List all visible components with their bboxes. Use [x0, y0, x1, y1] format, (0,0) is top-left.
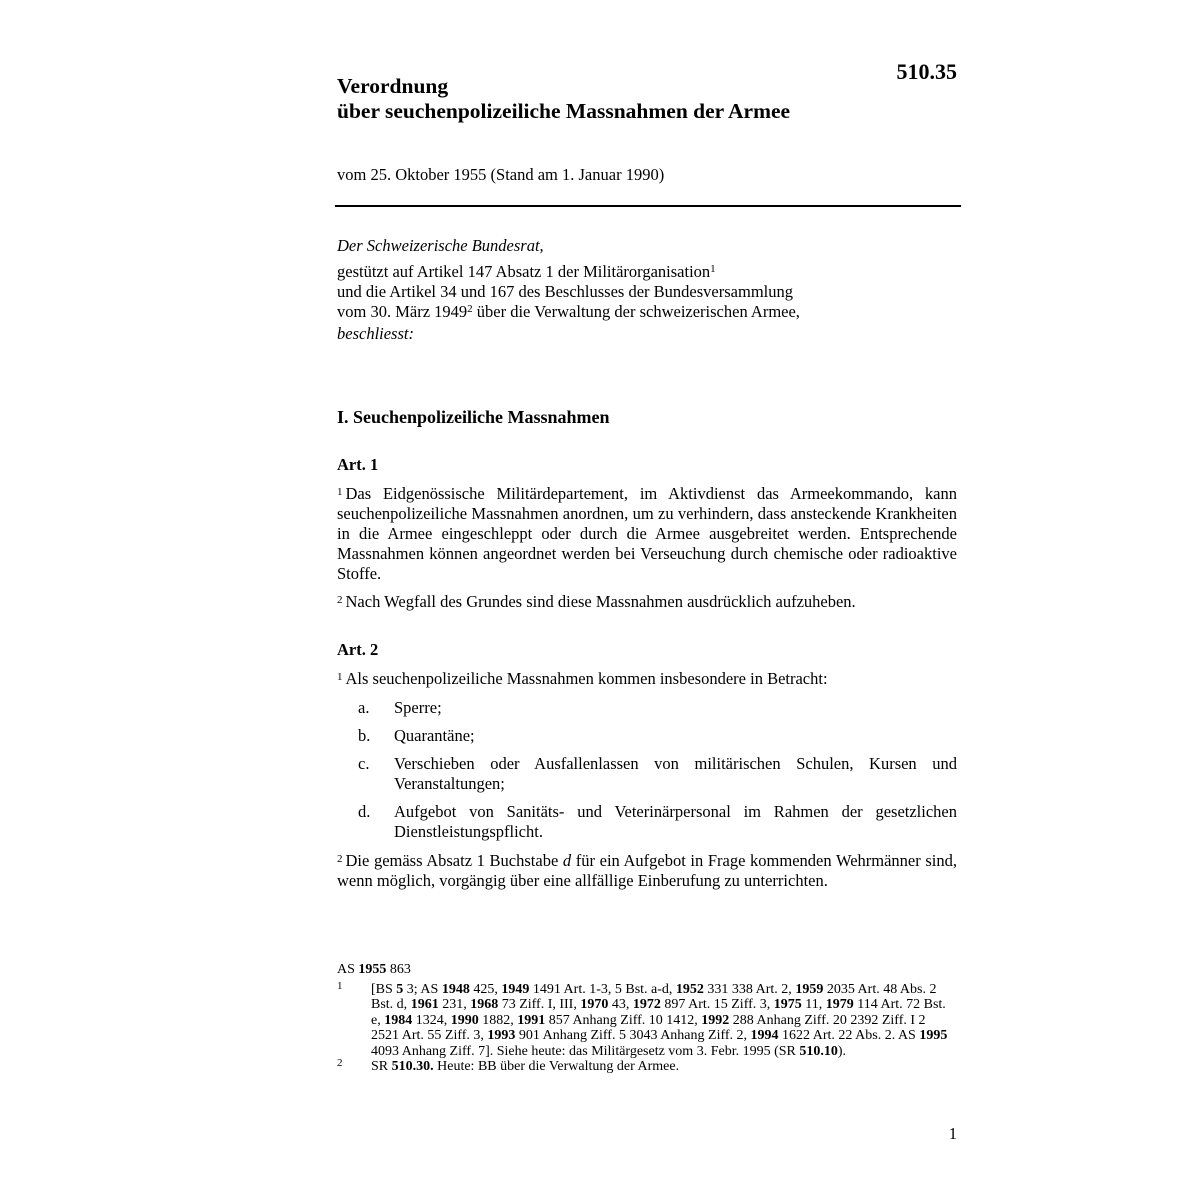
citation-text: [BS: [371, 981, 397, 997]
citation-text: 231,: [438, 997, 471, 1012]
art-1-paragraph-1: [337, 484, 957, 584]
list-item-letter: d.: [358, 802, 371, 821]
art-2-heading: Art. 2: [337, 640, 379, 659]
citation-year: 1992: [701, 1012, 730, 1028]
paragraph-text-a: Die gemäss Absatz 1 Buchstabe: [345, 851, 563, 870]
date-line: vom 25. Oktober 1955 (Stand am 1. Januar 1990): [337, 165, 665, 184]
list-item-text: Aufgebot von Sanitäts- und Veterinärpersonal im Rahmen der gesetzlichen Dienstleistungspflicht.: [394, 802, 957, 841]
list-item-text: Sperre;: [394, 698, 442, 717]
fn2-sr: 510.30.: [391, 1059, 434, 1074]
footnote-ref-1: 1: [710, 263, 716, 275]
paragraph-number: 1: [337, 486, 343, 498]
citation-text: 1491 Art. 1-3, 5 Bst. a-d,: [529, 981, 676, 997]
paragraph-text-b: für ein Aufgebot in Frage kommenden Wehrmänner sind, wenn möglich, vorgängig über eine allfällige Einberufung zu unterrichten.: [337, 851, 957, 890]
citation-year: 1972: [632, 997, 661, 1012]
citation-text: ).: [837, 1043, 847, 1059]
citation-text: 897 Art. 15 Ziff. 3,: [660, 997, 774, 1012]
list-item-letter: a.: [358, 698, 370, 717]
art-2-measures-list: [337, 698, 957, 850]
list-item-letter: b.: [358, 726, 371, 745]
section-heading: I. Seuchenpolizeiliche Massnahmen: [337, 407, 610, 427]
citation-year: 1995: [919, 1028, 948, 1043]
citation-year: 1993: [487, 1028, 516, 1043]
citation-year: 1991: [517, 1012, 546, 1028]
list-item-text: Verschieben oder Ausfallenlassen von militärischen Schulen, Kursen und Veranstaltungen;: [394, 754, 957, 793]
preamble-line-3: [337, 302, 957, 322]
list-item: [337, 726, 957, 746]
citation-text: 1622 Art. 22 Abs. 2. AS: [778, 1028, 920, 1043]
citation-year: 1994: [750, 1028, 779, 1043]
preamble-decides: beschliesst:: [337, 324, 414, 343]
list-item: [337, 802, 957, 842]
list-item-letter: c.: [358, 754, 370, 773]
citation-year: 1961: [410, 997, 439, 1012]
citation-text: 901 Anhang Ziff. 5 3043 Anhang Ziff. 2,: [515, 1028, 751, 1043]
footnote-number: 1: [337, 979, 343, 992]
citation-text: 2035 Art. 48 Abs. 2 Bst. d,: [371, 981, 937, 1012]
as-prefix: AS: [337, 962, 359, 977]
citation-text: 1882,: [478, 1012, 518, 1028]
preamble-line-3-text-b: über die Verwaltung der schweizerischen Armee,: [472, 302, 800, 321]
list-item: [337, 698, 957, 718]
title-line-2: über seuchenpolizeiliche Massnahmen der Armee: [337, 99, 791, 123]
as-year: 1955: [358, 962, 387, 977]
footnotes: [337, 962, 957, 1075]
citation-text: 114 Art. 72 Bst. e,: [371, 997, 946, 1028]
citation-text: 425,: [469, 981, 502, 997]
list-item: [337, 754, 957, 794]
preamble: [337, 236, 957, 344]
citation-text: 11,: [801, 997, 826, 1012]
footnote-number: 2: [337, 1057, 343, 1069]
footnote-1-text: [371, 982, 947, 1059]
citation-text: 3; AS: [403, 981, 442, 997]
paragraph-letter-d: d: [562, 851, 572, 870]
preamble-line-1-text: gestützt auf Artikel 147 Absatz 1 der Militärorganisation: [337, 262, 711, 281]
footnote-ref-2: 2: [467, 303, 473, 315]
fn2-rest: Heute: BB über die Verwaltung der Armee.: [433, 1059, 680, 1074]
citation-year: 1975: [773, 997, 802, 1012]
citation-year: 1959: [795, 981, 824, 997]
document-title: [337, 74, 957, 124]
footnote-2: [337, 1059, 957, 1075]
citation-text: 73 Ziff. I, III,: [498, 997, 581, 1012]
citation-year: 1948: [441, 981, 470, 997]
citation-year: 5: [396, 981, 404, 997]
as-page: 863: [386, 962, 411, 977]
page-number: 1: [948, 1124, 957, 1143]
preamble-line-3-text-a: vom 30. März 1949: [337, 302, 468, 321]
preamble-authority: Der Schweizerische Bundesrat,: [337, 236, 544, 255]
art-2-paragraph-1: [337, 669, 957, 689]
title-line-1: Verordnung: [337, 74, 449, 98]
art-2-paragraph-2: [337, 851, 957, 891]
footnote-2-text: [371, 1059, 679, 1074]
citation-year: 510.10: [799, 1043, 838, 1059]
citation-year: 1979: [825, 997, 854, 1012]
citation-text: 331 338 Art. 2,: [703, 981, 796, 997]
citation-year: 1952: [675, 981, 704, 997]
citation-year: 1968: [470, 997, 499, 1012]
paragraph-number: 1: [337, 671, 343, 683]
citation-year: 1970: [580, 997, 609, 1012]
citation-year: 1984: [384, 1012, 413, 1028]
footnote-1: [337, 979, 957, 1060]
paragraph-number: 2: [337, 853, 343, 865]
citation-text: 43,: [608, 997, 633, 1012]
paragraph-text: Nach Wegfall des Grundes sind diese Massnahmen ausdrücklich aufzuheben.: [345, 592, 856, 611]
preamble-line-1: [337, 262, 957, 282]
paragraph-text: Als seuchenpolizeiliche Massnahmen kommen insbesondere in Betracht:: [345, 669, 828, 688]
citation-year: 1990: [450, 1012, 479, 1028]
paragraph-number: 2: [337, 594, 343, 606]
citation-text: 288 Anhang Ziff. 20 2392 Ziff. I 2 2521 Art. 55 Ziff. 3,: [371, 1012, 926, 1043]
art-1-paragraph-2: [337, 592, 957, 612]
header-rule: [335, 205, 961, 207]
citation-text: 4093 Anhang Ziff. 7]. Siehe heute: das Militärgesetz vom 3. Febr. 1995 (SR: [371, 1043, 800, 1059]
citation-year: 1949: [501, 981, 530, 997]
fn2-prefix: SR: [371, 1059, 392, 1074]
citation-text: 1324,: [412, 1012, 451, 1028]
list-item-text: Quarantäne;: [394, 726, 475, 745]
art-1-heading: Art. 1: [337, 455, 379, 474]
as-reference: [337, 962, 957, 978]
preamble-line-2: und die Artikel 34 und 167 des Beschlusses der Bundesversammlung: [337, 282, 793, 301]
sr-number: 510.35: [896, 59, 957, 84]
paragraph-text: Das Eidgenössische Militärdepartement, im Aktivdienst das Armeekommando, kann seuchenpolizeiliche Massnahmen anordnen, um zu verhindern, dass ansteckende Krankheiten in die Armee eingeschleppt oder durch die Armee ausgebreitet werden. Entsprechende Massnahmen können angeordnet werden bei Verseuchung durch chemische oder radioaktive Stoffe.: [337, 484, 957, 583]
citation-text: 857 Anhang Ziff. 10 1412,: [545, 1012, 702, 1028]
